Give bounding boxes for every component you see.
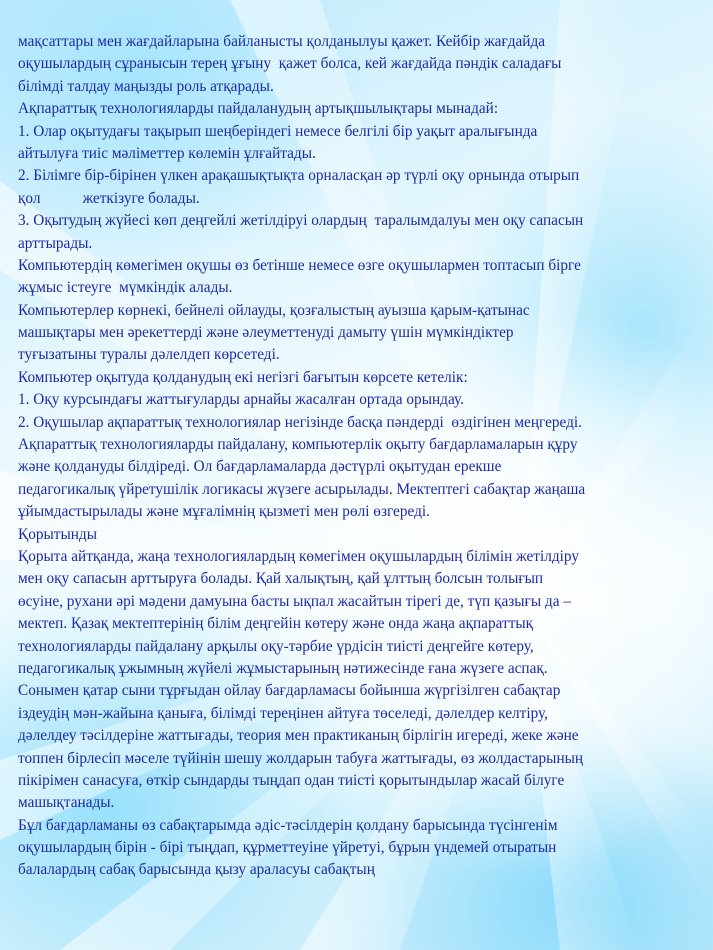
text-line: іздеудің мән-жайына қаныға, білімді тереңінен айтуға төселеді, дәлелдер келтіру,	[18, 704, 548, 722]
text-line: Сонымен қатар сыни тұрғыдан ойлау бағдарламасы бойынша жүргізілген сабақтар	[18, 682, 561, 700]
text-line: Ақпараттық технологияларды пайдаланудың артықшылықтары мынадай:	[18, 100, 499, 118]
text-line: оқушылардың сұранысын терең ұғыну қажет болса, кей жағдайда пәндік саладағы	[18, 55, 562, 73]
text-line: Бұл бағдарламаны өз сабақтарымда әдіс-тәсілдерін қолдану барысында түсінгенім	[18, 816, 558, 834]
text-line: технологияларды пайдалану арқылы оқу-тәрбие үрдісін тиісті деңгейге көтеру,	[18, 637, 534, 655]
text-line: топпен бірлесіп мәселе түйінін шешу жолдарын табуға жаттығады, өз жолдастарының	[18, 749, 584, 767]
text-line: мақсаттары мен жағдайларына байланысты қолданылуы қажет. Кейбір жағдайда	[18, 33, 546, 50]
text-line: балалардың сабақ барысында қызу араласуы сабақтың	[18, 861, 375, 879]
text-line: педагогикалық үйретушілік логикасы жүзеге асырылады. Мектептегі сабақтар жаңаша	[18, 480, 586, 498]
text-line: 1. Оқу курсындағы жаттығуларды арнайы жасалған ортада орындау.	[18, 391, 464, 409]
section-heading: Қорытынды	[18, 525, 97, 543]
text-line: Компьютер оқытуда қолданудың екі негізгі бағытын көрсете кетелік:	[18, 368, 468, 386]
text-line: Компьютердің көмегімен оқушы өз бетінше немесе өзге оқушылармен топтасып бірге	[18, 256, 581, 274]
text-line: Ақпараттық технологияларды пайдалану, компьютерлік оқыту бағдарламаларын құру	[18, 436, 578, 454]
text-line: жұмыс істеуге мүмкіндік алады.	[18, 279, 233, 297]
text-line: қол жеткізуге болады.	[18, 189, 200, 207]
text-line: 2. Білімге бір-бірінен үлкен арақашықтықта орналасқан әр түрлі оқу орнында отырып	[18, 167, 580, 185]
text-line: машықтары мен әрекеттерді және әлеуметтенуді дамыту үшін мүмкіндіктер	[18, 324, 514, 342]
text-line: айтылуға тиіс мәліметтер көлемін ұлғайтады.	[18, 144, 316, 162]
text-line: 3. Оқытудың жүйесі көп деңгейлі жетілдіруі олардың таралымдалуы мен оқу сапасын	[18, 212, 584, 230]
text-line: педагогикалық ұжымның жүйелі жұмыстарының нәтижесінде ғана жүзеге аспақ.	[18, 659, 548, 677]
text-line: білімді талдау маңызды роль атқарады.	[18, 77, 274, 95]
text-line: өсуіне, рухани әрі мәдени дамуына басты ықпал жасайтын тірегі де, түп қазығы да –	[18, 592, 571, 610]
text-line: арттырады.	[18, 234, 93, 252]
text-line: пікірімен санасуға, өткір сындарды тыңдап одан тиісті қорытындылар жасай білуге	[18, 771, 565, 789]
text-line: ұйымдастырылады және мұғалімнің қызметі мен рөлі өзгереді.	[18, 503, 430, 521]
text-line: туғызатыны туралы дәлелдеп көрсетеді.	[18, 346, 280, 364]
text-line: 2. Оқушылар ақпараттық технологиялар негізінде басқа пәндерді өздігінен меңгереді.	[18, 413, 582, 431]
text-line: Компьютерлер көрнекі, бейнелі ойлауды, қозғалыстың ауызша қарым-қатынас	[18, 301, 530, 319]
text-line: мен оқу сапасын арттыруға болады. Қай халықтың, қай ұлттың болсын толығып	[18, 570, 544, 588]
text-line: оқушылардың бірін - бірі тыңдап, құрметтеуіне үйретуі, бұрын үндемей отыратын	[18, 839, 557, 857]
text-line: дәлелдеу тәсілдеріне жаттығады, теория мен практиканың бірлігін игереді, жеке және	[18, 727, 579, 745]
text-line: машықтанады.	[18, 794, 115, 812]
text-line: мектеп. Қазақ мектептерінің білім деңгейін көтеру және онда жаңа ақпараттық	[18, 615, 534, 633]
text-line: 1. Олар оқытудағы тақырып шеңберіндегі немесе белгілі бір уақыт аралығында	[18, 122, 538, 140]
text-line: Қорыта айтқанда, жаңа технологиялардың көмегімен оқушылардың білімін жетілдіру	[18, 547, 579, 565]
text-line: және қолдануды білдіреді. Ол бағдарламаларда дәстүрлі оқытудан ерекше	[18, 458, 502, 476]
document-body	[18, 31, 702, 882]
